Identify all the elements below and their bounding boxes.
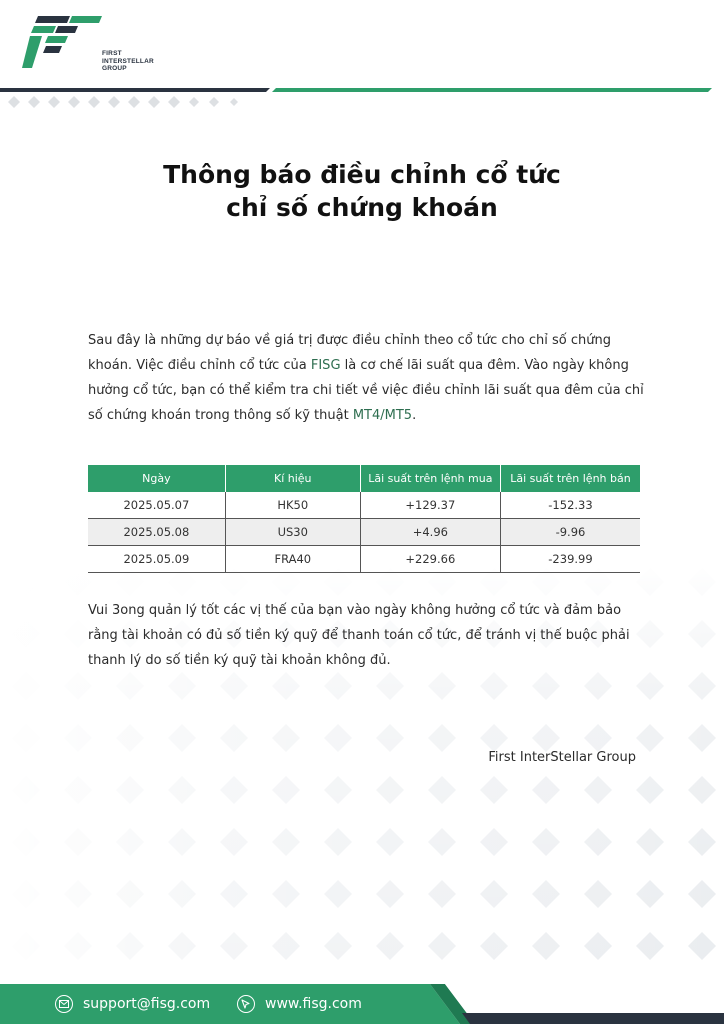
title-line-2: chỉ số chứng khoán: [226, 193, 498, 222]
cell-buy-rate: +129.37: [360, 492, 500, 519]
column-header-date: Ngày: [88, 465, 225, 492]
table-row: [88, 546, 640, 573]
company-logo: [22, 12, 162, 72]
cell-date: 2025.05.08: [88, 519, 225, 546]
logo-text: FIRST INTERSTELLAR GROUP: [102, 50, 154, 72]
cell-symbol: US30: [225, 519, 360, 546]
footer-website[interactable]: [237, 995, 362, 1013]
logo-mark: [22, 12, 102, 72]
cell-buy-rate: +229.66: [360, 546, 500, 573]
cell-symbol: HK50: [225, 492, 360, 519]
cell-sell-rate: -9.96: [500, 519, 640, 546]
table-header-row: [88, 465, 640, 492]
platform-text: MT4/MT5: [352, 408, 413, 423]
cell-buy-rate: +4.96: [360, 519, 500, 546]
column-header-buy-rate: Lãi suất trên lệnh mua: [360, 465, 500, 492]
column-header-symbol: Kí hiệu: [225, 465, 360, 492]
mail-icon: [55, 995, 73, 1013]
cell-date: 2025.05.07: [88, 492, 225, 519]
table-row: [88, 519, 640, 546]
cell-sell-rate: -239.99: [500, 546, 640, 573]
title-line-1: Thông báo điều chỉnh cổ tức: [163, 160, 561, 189]
column-header-sell-rate: Lãi suất trên lệnh bán: [500, 465, 640, 492]
cell-date: 2025.05.09: [88, 546, 225, 573]
signature: First InterStellar Group: [488, 750, 636, 765]
closing-paragraph: Vui 3ong quản lý tốt các vị thế của bạn vào ngày không hưởng cổ tức và đảm bảo rằng tài khoản có đủ số tiền ký quỹ để thanh toán cổ tức, để tránh vị thế buộc phải thanh lý do số tiền ký quỹ tài khoản không đủ.: [88, 603, 630, 668]
cell-symbol: FRA40: [225, 546, 360, 573]
header-divider: [0, 82, 724, 112]
table-row: [88, 492, 640, 519]
dividend-adjustment-table: [88, 465, 640, 573]
intro-paragraph: Sau đây là những dự báo về giá trị được điều chỉnh theo cổ tức cho chỉ số chứng khoán. Việc điều chỉnh cổ tức của FISG là cơ chế lãi suất qua đêm. Vào ngày không hưởng cổ tức, bạn có thể kiểm tra chi tiết về việc điều chỉnh lãi suất qua đêm của chỉ số chứng khoán trong thông số kỹ thuật MT4/MT5.: [88, 333, 644, 423]
page-title: [0, 158, 724, 224]
footer-website-text[interactable]: www.fisg.com: [265, 996, 362, 1012]
fisg-text: FISG: [310, 358, 341, 373]
footer-email[interactable]: [55, 995, 210, 1013]
footer-email-text[interactable]: support@fisg.com: [83, 996, 211, 1012]
cursor-icon: [237, 995, 255, 1013]
cell-sell-rate: -152.33: [500, 492, 640, 519]
